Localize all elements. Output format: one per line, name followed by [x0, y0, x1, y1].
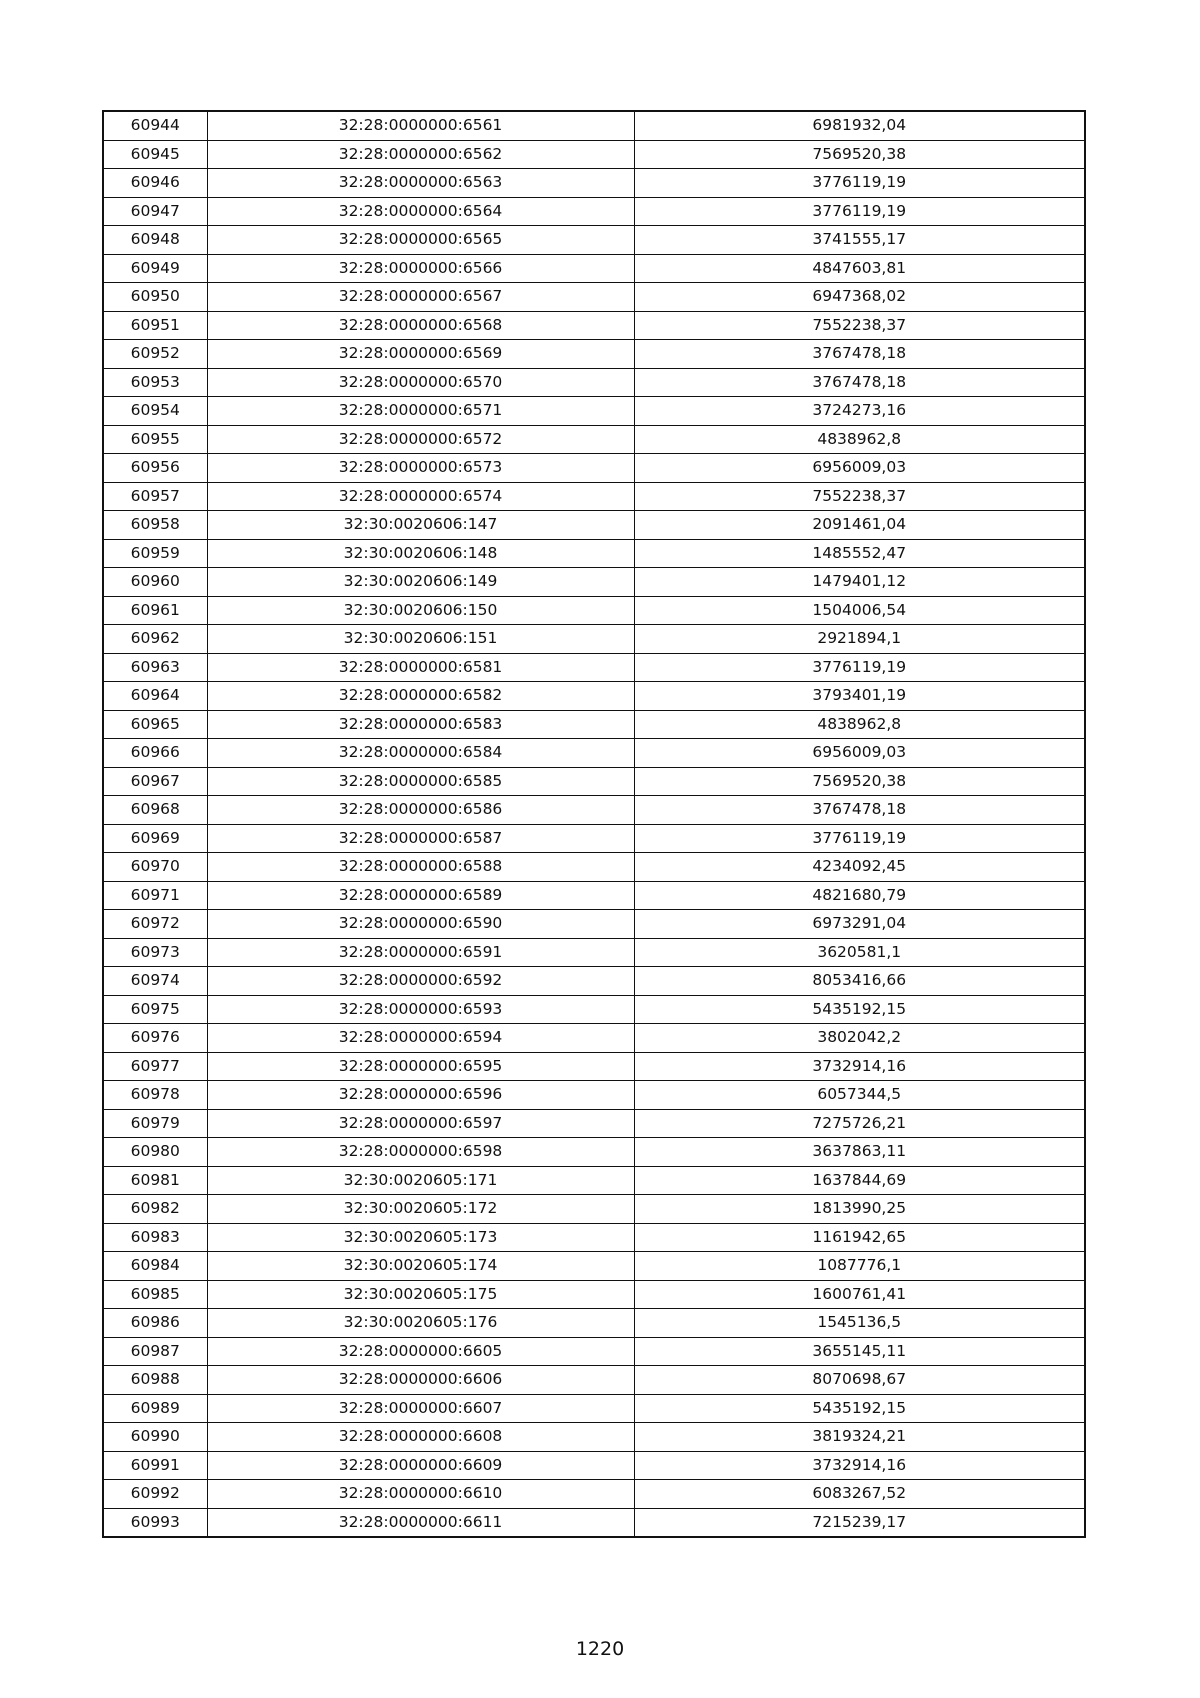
- cadastral-number-cell: 32:28:0000000:6590: [207, 910, 634, 939]
- cadastral-number-cell: 32:28:0000000:6588: [207, 853, 634, 882]
- row-number-cell: 60945: [103, 140, 207, 169]
- row-number-cell: 60944: [103, 111, 207, 140]
- cadastral-number-cell: 32:28:0000000:6587: [207, 824, 634, 853]
- cadastral-number-cell: 32:28:0000000:6605: [207, 1337, 634, 1366]
- row-number-cell: 60949: [103, 254, 207, 283]
- value-cell: 4838962,8: [634, 425, 1085, 454]
- value-cell: 7275726,21: [634, 1109, 1085, 1138]
- value-cell: 1504006,54: [634, 596, 1085, 625]
- cadastral-number-cell: 32:30:0020605:176: [207, 1309, 634, 1338]
- table-row: [103, 254, 1085, 283]
- value-cell: 1637844,69: [634, 1166, 1085, 1195]
- table-row: [103, 1451, 1085, 1480]
- table-row: [103, 1166, 1085, 1195]
- cadastral-number-cell: 32:28:0000000:6564: [207, 197, 634, 226]
- row-number-cell: 60954: [103, 397, 207, 426]
- cadastral-number-cell: 32:30:0020605:172: [207, 1195, 634, 1224]
- cadastral-number-cell: 32:28:0000000:6571: [207, 397, 634, 426]
- cadastral-number-cell: 32:28:0000000:6570: [207, 368, 634, 397]
- cadastral-number-cell: 32:30:0020605:174: [207, 1252, 634, 1281]
- cadastral-number-cell: 32:28:0000000:6573: [207, 454, 634, 483]
- cadastral-number-cell: 32:28:0000000:6565: [207, 226, 634, 255]
- table-row: [103, 938, 1085, 967]
- value-cell: 3732914,16: [634, 1451, 1085, 1480]
- table-row: [103, 511, 1085, 540]
- table-row: [103, 340, 1085, 369]
- value-cell: 7569520,38: [634, 767, 1085, 796]
- value-cell: 3724273,16: [634, 397, 1085, 426]
- table-row: [103, 596, 1085, 625]
- value-cell: 6973291,04: [634, 910, 1085, 939]
- cadastral-number-cell: 32:30:0020605:173: [207, 1223, 634, 1252]
- value-cell: 7215239,17: [634, 1508, 1085, 1537]
- table-row: [103, 311, 1085, 340]
- row-number-cell: 60968: [103, 796, 207, 825]
- value-cell: 6956009,03: [634, 454, 1085, 483]
- row-number-cell: 60971: [103, 881, 207, 910]
- row-number-cell: 60948: [103, 226, 207, 255]
- row-number-cell: 60957: [103, 482, 207, 511]
- row-number-cell: 60980: [103, 1138, 207, 1167]
- row-number-cell: 60990: [103, 1423, 207, 1452]
- value-cell: 6981932,04: [634, 111, 1085, 140]
- row-number-cell: 60986: [103, 1309, 207, 1338]
- table-row: [103, 739, 1085, 768]
- value-cell: 2091461,04: [634, 511, 1085, 540]
- cadastral-number-cell: 32:28:0000000:6569: [207, 340, 634, 369]
- row-number-cell: 60955: [103, 425, 207, 454]
- row-number-cell: 60946: [103, 169, 207, 198]
- value-cell: 7552238,37: [634, 482, 1085, 511]
- value-cell: 1600761,41: [634, 1280, 1085, 1309]
- cadastral-number-cell: 32:28:0000000:6563: [207, 169, 634, 198]
- table-row: [103, 1138, 1085, 1167]
- row-number-cell: 60975: [103, 995, 207, 1024]
- row-number-cell: 60962: [103, 625, 207, 654]
- cadastral-number-cell: 32:28:0000000:6610: [207, 1480, 634, 1509]
- value-cell: 3776119,19: [634, 197, 1085, 226]
- value-cell: 3819324,21: [634, 1423, 1085, 1452]
- table-row: [103, 1309, 1085, 1338]
- value-cell: 1813990,25: [634, 1195, 1085, 1224]
- cadastral-number-cell: 32:28:0000000:6606: [207, 1366, 634, 1395]
- cadastral-number-cell: 32:28:0000000:6574: [207, 482, 634, 511]
- row-number-cell: 60964: [103, 682, 207, 711]
- cadastral-number-cell: 32:28:0000000:6595: [207, 1052, 634, 1081]
- value-cell: 1485552,47: [634, 539, 1085, 568]
- cadastral-number-cell: 32:30:0020605:171: [207, 1166, 634, 1195]
- value-cell: 2921894,1: [634, 625, 1085, 654]
- cadastral-number-cell: 32:28:0000000:6611: [207, 1508, 634, 1537]
- row-number-cell: 60970: [103, 853, 207, 882]
- table-row: [103, 169, 1085, 198]
- table-row: [103, 853, 1085, 882]
- row-number-cell: 60958: [103, 511, 207, 540]
- value-cell: 4847603,81: [634, 254, 1085, 283]
- cadastral-number-cell: 32:28:0000000:6562: [207, 140, 634, 169]
- value-cell: 3776119,19: [634, 169, 1085, 198]
- table-row: [103, 1195, 1085, 1224]
- row-number-cell: 60950: [103, 283, 207, 312]
- value-cell: 6083267,52: [634, 1480, 1085, 1509]
- table-row: [103, 1394, 1085, 1423]
- cadastral-number-cell: 32:28:0000000:6561: [207, 111, 634, 140]
- row-number-cell: 60963: [103, 653, 207, 682]
- value-cell: 3776119,19: [634, 824, 1085, 853]
- row-number-cell: 60977: [103, 1052, 207, 1081]
- cadastral-number-cell: 32:28:0000000:6593: [207, 995, 634, 1024]
- table-row: [103, 1052, 1085, 1081]
- table-row: [103, 1337, 1085, 1366]
- cadastral-number-cell: 32:28:0000000:6609: [207, 1451, 634, 1480]
- table-row: [103, 967, 1085, 996]
- value-cell: 3776119,19: [634, 653, 1085, 682]
- cadastral-number-cell: 32:30:0020606:149: [207, 568, 634, 597]
- value-cell: 3655145,11: [634, 1337, 1085, 1366]
- cadastral-number-cell: 32:30:0020606:148: [207, 539, 634, 568]
- cadastral-number-cell: 32:30:0020606:151: [207, 625, 634, 654]
- row-number-cell: 60969: [103, 824, 207, 853]
- value-cell: 4838962,8: [634, 710, 1085, 739]
- table-row: [103, 368, 1085, 397]
- value-cell: 6947368,02: [634, 283, 1085, 312]
- value-cell: 6956009,03: [634, 739, 1085, 768]
- cadastral-number-cell: 32:30:0020605:175: [207, 1280, 634, 1309]
- table-row: [103, 283, 1085, 312]
- cadastral-number-cell: 32:28:0000000:6568: [207, 311, 634, 340]
- table-row: [103, 568, 1085, 597]
- value-cell: 8070698,67: [634, 1366, 1085, 1395]
- table-row: [103, 881, 1085, 910]
- value-cell: 7552238,37: [634, 311, 1085, 340]
- row-number-cell: 60991: [103, 1451, 207, 1480]
- row-number-cell: 60981: [103, 1166, 207, 1195]
- row-number-cell: 60974: [103, 967, 207, 996]
- table-row: [103, 197, 1085, 226]
- row-number-cell: 60987: [103, 1337, 207, 1366]
- row-number-cell: 60985: [103, 1280, 207, 1309]
- cadastral-number-cell: 32:28:0000000:6608: [207, 1423, 634, 1452]
- cadastral-number-cell: 32:28:0000000:6567: [207, 283, 634, 312]
- table-row: [103, 111, 1085, 140]
- value-cell: 3802042,2: [634, 1024, 1085, 1053]
- value-cell: 3793401,19: [634, 682, 1085, 711]
- cadastral-number-cell: 32:28:0000000:6585: [207, 767, 634, 796]
- table-row: [103, 539, 1085, 568]
- row-number-cell: 60976: [103, 1024, 207, 1053]
- cadastral-number-cell: 32:28:0000000:6586: [207, 796, 634, 825]
- row-number-cell: 60959: [103, 539, 207, 568]
- table-row: [103, 910, 1085, 939]
- value-cell: 8053416,66: [634, 967, 1085, 996]
- table-row: [103, 767, 1085, 796]
- value-cell: 1545136,5: [634, 1309, 1085, 1338]
- table-row: [103, 995, 1085, 1024]
- value-cell: 3767478,18: [634, 796, 1085, 825]
- table-row: [103, 1024, 1085, 1053]
- value-cell: 1161942,65: [634, 1223, 1085, 1252]
- cadastral-number-cell: 32:28:0000000:6584: [207, 739, 634, 768]
- table-row: [103, 454, 1085, 483]
- cadastral-number-cell: 32:28:0000000:6589: [207, 881, 634, 910]
- table-row: [103, 796, 1085, 825]
- cadastral-number-cell: 32:28:0000000:6607: [207, 1394, 634, 1423]
- data-table: [102, 110, 1086, 1538]
- row-number-cell: 60966: [103, 739, 207, 768]
- value-cell: 3620581,1: [634, 938, 1085, 967]
- cadastral-number-cell: 32:28:0000000:6596: [207, 1081, 634, 1110]
- table-row: [103, 1366, 1085, 1395]
- value-cell: 4234092,45: [634, 853, 1085, 882]
- value-cell: 1087776,1: [634, 1252, 1085, 1281]
- row-number-cell: 60982: [103, 1195, 207, 1224]
- cadastral-number-cell: 32:28:0000000:6591: [207, 938, 634, 967]
- row-number-cell: 60953: [103, 368, 207, 397]
- value-cell: 3637863,11: [634, 1138, 1085, 1167]
- value-cell: 3767478,18: [634, 368, 1085, 397]
- table-row: [103, 710, 1085, 739]
- value-cell: 6057344,5: [634, 1081, 1085, 1110]
- table-row: [103, 653, 1085, 682]
- cadastral-number-cell: 32:28:0000000:6583: [207, 710, 634, 739]
- row-number-cell: 60961: [103, 596, 207, 625]
- cadastral-number-cell: 32:28:0000000:6592: [207, 967, 634, 996]
- cadastral-number-cell: 32:28:0000000:6566: [207, 254, 634, 283]
- row-number-cell: 60973: [103, 938, 207, 967]
- row-number-cell: 60960: [103, 568, 207, 597]
- table-row: [103, 482, 1085, 511]
- table-row: [103, 1480, 1085, 1509]
- row-number-cell: 60978: [103, 1081, 207, 1110]
- table-row: [103, 824, 1085, 853]
- row-number-cell: 60967: [103, 767, 207, 796]
- row-number-cell: 60983: [103, 1223, 207, 1252]
- value-cell: 3741555,17: [634, 226, 1085, 255]
- table-row: [103, 140, 1085, 169]
- cadastral-number-cell: 32:28:0000000:6597: [207, 1109, 634, 1138]
- row-number-cell: 60951: [103, 311, 207, 340]
- table-row: [103, 1223, 1085, 1252]
- value-cell: 3732914,16: [634, 1052, 1085, 1081]
- value-cell: 5435192,15: [634, 1394, 1085, 1423]
- row-number-cell: 60992: [103, 1480, 207, 1509]
- table-row: [103, 1508, 1085, 1537]
- table-row: [103, 226, 1085, 255]
- cadastral-number-cell: 32:30:0020606:150: [207, 596, 634, 625]
- cadastral-number-cell: 32:28:0000000:6581: [207, 653, 634, 682]
- row-number-cell: 60947: [103, 197, 207, 226]
- row-number-cell: 60984: [103, 1252, 207, 1281]
- cadastral-number-cell: 32:28:0000000:6572: [207, 425, 634, 454]
- row-number-cell: 60989: [103, 1394, 207, 1423]
- table-row: [103, 1081, 1085, 1110]
- value-cell: 3767478,18: [634, 340, 1085, 369]
- row-number-cell: 60993: [103, 1508, 207, 1537]
- table-row: [103, 397, 1085, 426]
- table-row: [103, 425, 1085, 454]
- row-number-cell: 60952: [103, 340, 207, 369]
- cadastral-number-cell: 32:28:0000000:6582: [207, 682, 634, 711]
- table-row: [103, 1423, 1085, 1452]
- table-body: [103, 111, 1085, 1537]
- cadastral-number-cell: 32:30:0020606:147: [207, 511, 634, 540]
- table-row: [103, 1109, 1085, 1138]
- table-row: [103, 682, 1085, 711]
- row-number-cell: 60965: [103, 710, 207, 739]
- page-number: 1220: [575, 1638, 625, 1660]
- row-number-cell: 60988: [103, 1366, 207, 1395]
- value-cell: 1479401,12: [634, 568, 1085, 597]
- value-cell: 7569520,38: [634, 140, 1085, 169]
- value-cell: 4821680,79: [634, 881, 1085, 910]
- table-row: [103, 625, 1085, 654]
- value-cell: 5435192,15: [634, 995, 1085, 1024]
- row-number-cell: 60979: [103, 1109, 207, 1138]
- row-number-cell: 60956: [103, 454, 207, 483]
- table-row: [103, 1280, 1085, 1309]
- cadastral-number-cell: 32:28:0000000:6598: [207, 1138, 634, 1167]
- row-number-cell: 60972: [103, 910, 207, 939]
- cadastral-number-cell: 32:28:0000000:6594: [207, 1024, 634, 1053]
- table-row: [103, 1252, 1085, 1281]
